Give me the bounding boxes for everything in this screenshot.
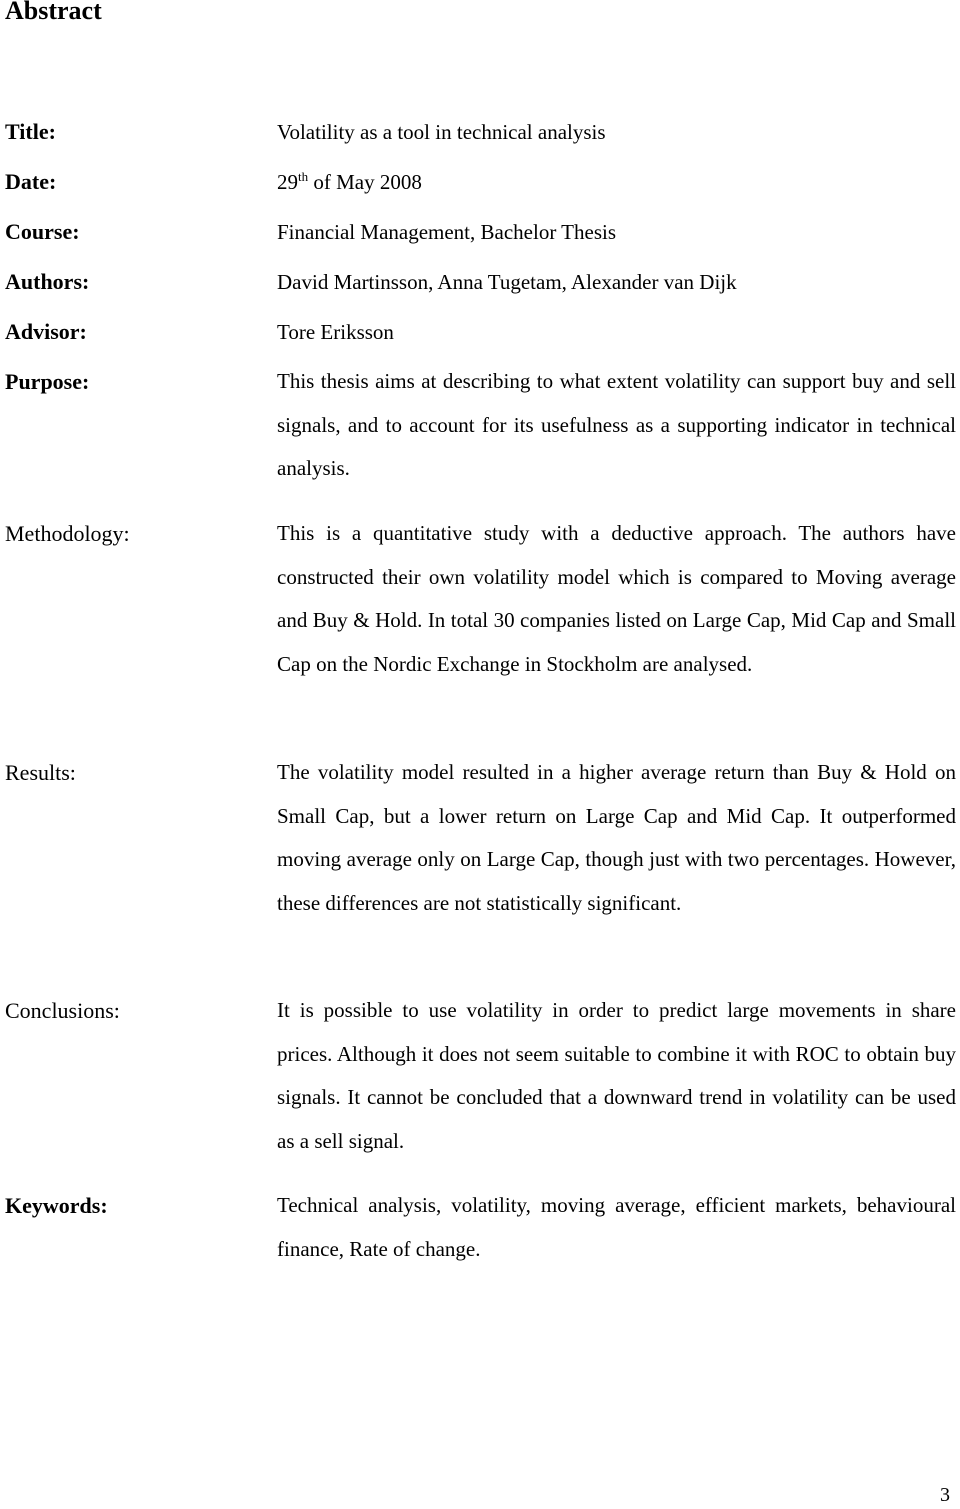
- advisor-label: Advisor:: [5, 319, 87, 344]
- date-day: 29: [277, 170, 298, 194]
- authors-label: Authors:: [5, 269, 90, 294]
- methodology-text: This is a quantitative study with a deductive approach. The authors have constructed their own volatility model which is compared to Moving average and Buy & Hold. In total 30 companies listed on Large Cap, Mid Cap and Small Cap on the Nordic Exchange in Stockholm are analysed.: [277, 521, 956, 676]
- purpose-text: This thesis aims at describing to what extent volatility can support buy and sell signals, and to account for its usefulness as a supporting indicator in technical analysis.: [277, 369, 956, 481]
- results-label: Results:: [5, 760, 76, 785]
- course-label: Course:: [5, 219, 80, 244]
- date-value: [277, 170, 422, 194]
- course-value: Financial Management, Bachelor Thesis: [277, 220, 617, 244]
- advisor-value: Tore Eriksson: [277, 320, 394, 344]
- page-number: 3: [940, 1484, 950, 1506]
- methodology-label: Methodology:: [5, 521, 130, 546]
- date-rest: of May 2008: [308, 170, 422, 194]
- date-ordinal-suffix: th: [298, 169, 309, 184]
- conclusions-label: Conclusions:: [5, 998, 120, 1023]
- conclusions-text: It is possible to use volatility in order to predict large movements in share prices. Although it does not seem suitable to combine it with ROC to obtain buy signals. It cannot be concluded that a downward trend in volatility can be used as a sell signal.: [277, 998, 956, 1153]
- date-label: Date:: [5, 169, 57, 194]
- title-label: Title:: [5, 119, 56, 144]
- page-heading: Abstract: [5, 0, 102, 25]
- results-text: The volatility model resulted in a higher average return than Buy & Hold on Small Cap, but a lower return on Large Cap and Mid Cap. It outperformed moving average only on Large Cap, though just with two percentages. However, these differences are not statistically significant.: [277, 760, 956, 915]
- title-value: Volatility as a tool in technical analysis: [277, 120, 606, 144]
- purpose-label: Purpose:: [5, 369, 90, 394]
- keywords-label: Keywords:: [5, 1193, 108, 1218]
- authors-value: David Martinsson, Anna Tugetam, Alexander van Dijk: [277, 270, 737, 294]
- keywords-text: Technical analysis, volatility, moving average, efficient markets, behavioural finance, Rate of change.: [277, 1193, 956, 1261]
